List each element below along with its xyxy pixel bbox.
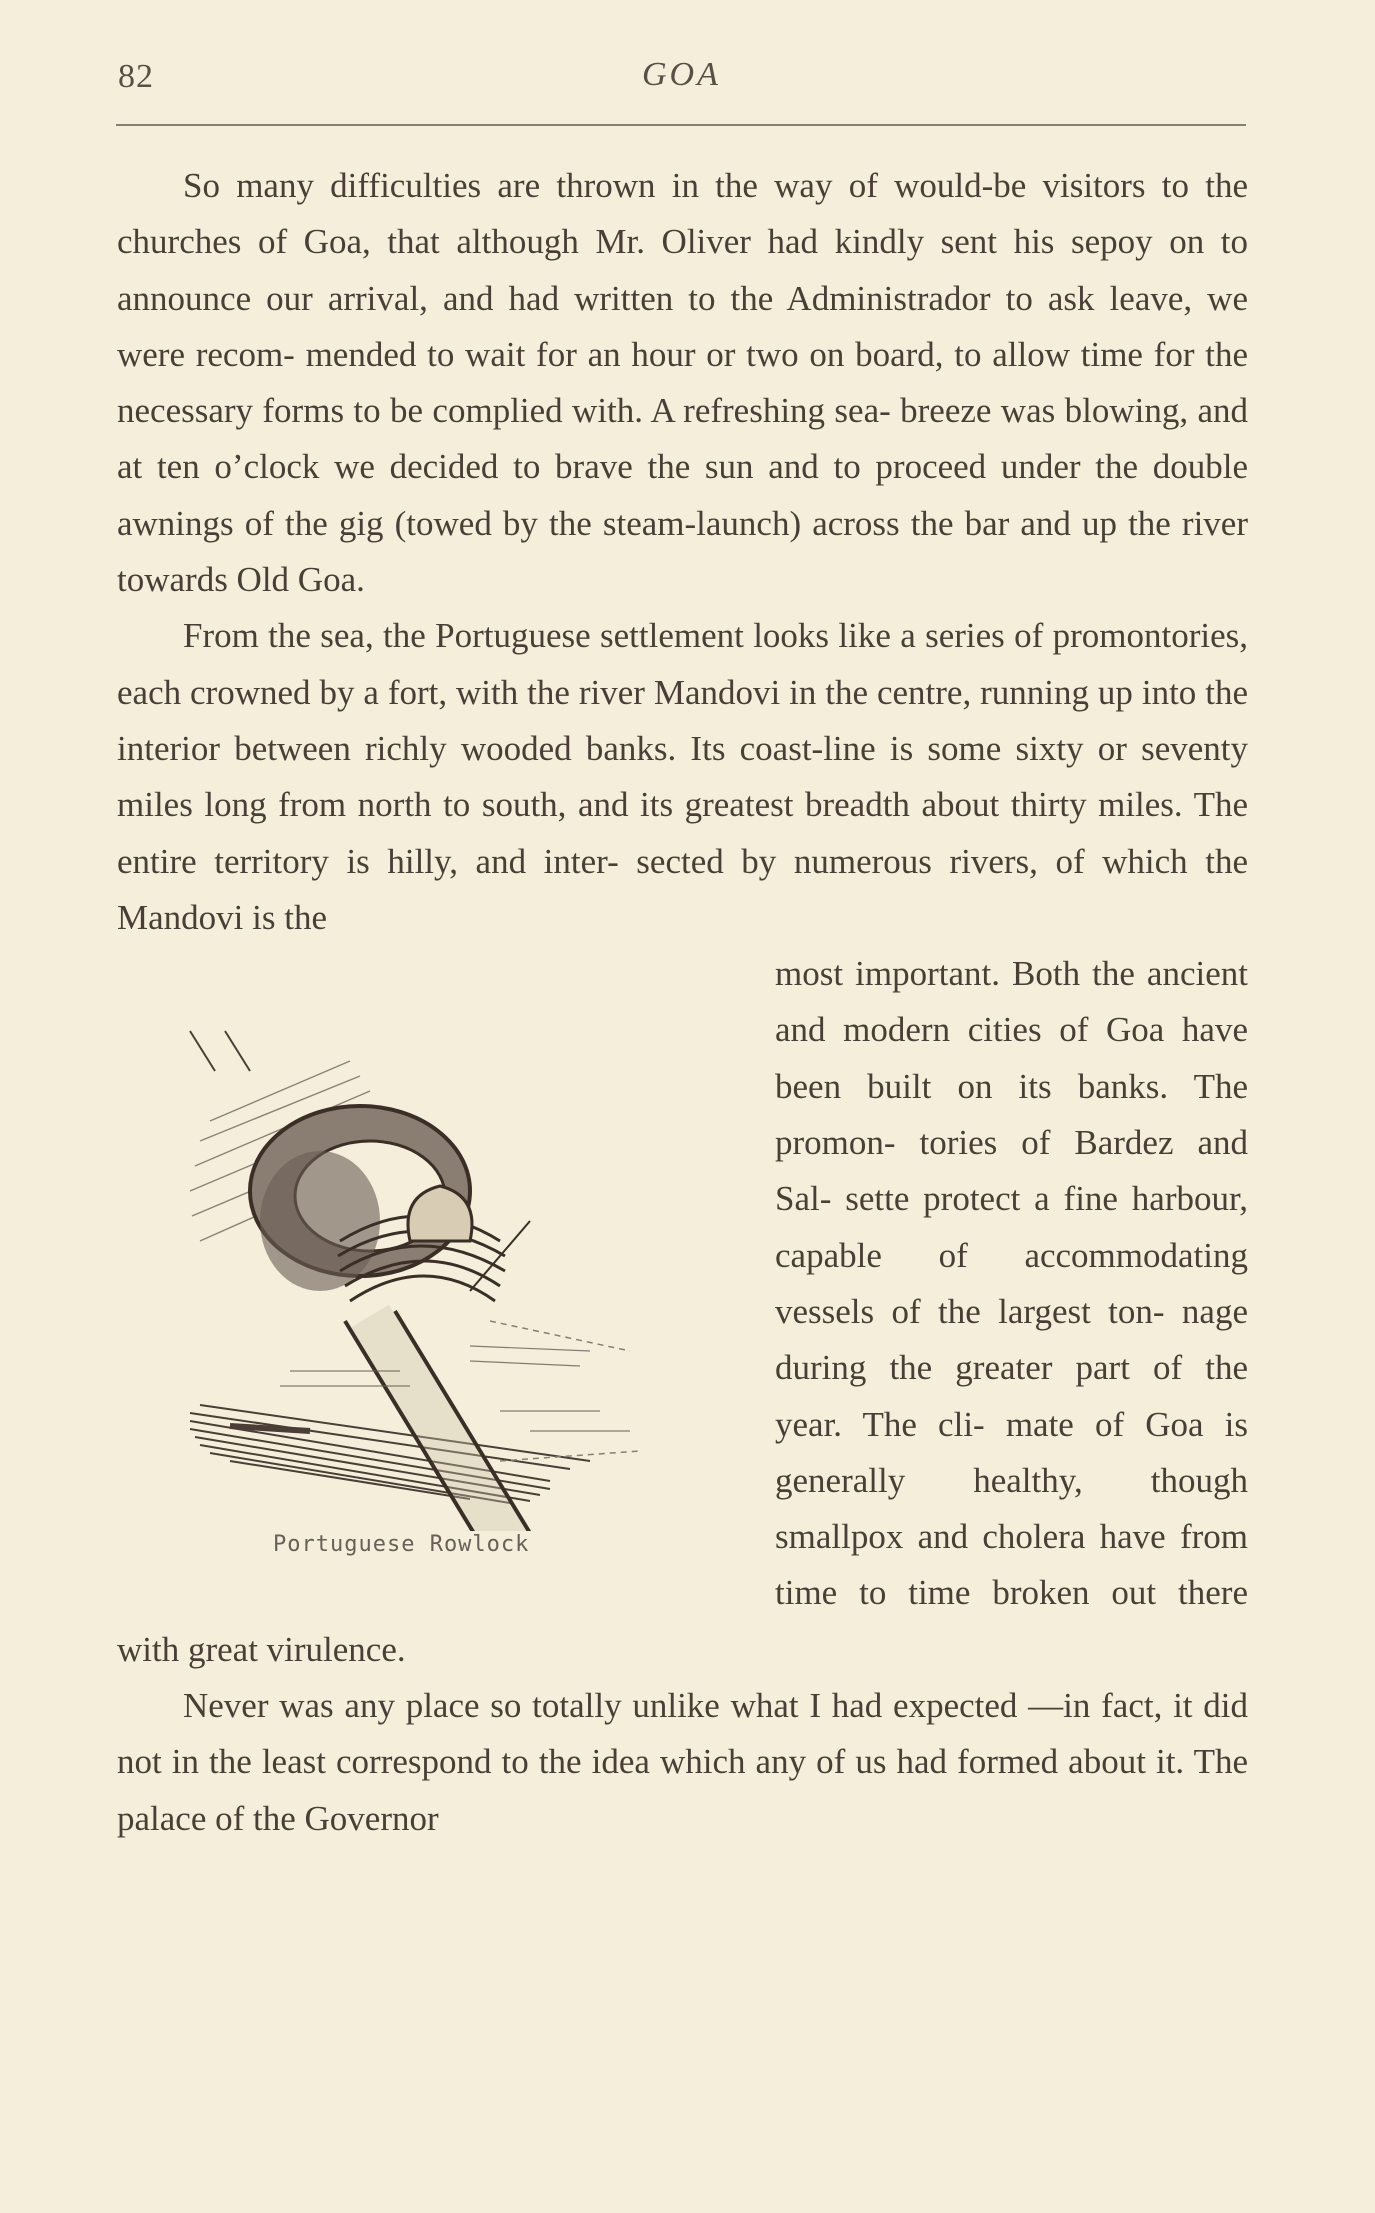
paragraph: So many difficulties are thrown in the way of would-be visitors to the churches of Goa, that although Mr. Oliver had kindly sent his sepoy on to announce our arrival, and had written to the Administrador to ask leave, we were recom- mended to wait for an hour or two on board, to allow time for the necessary forms to be complied with. A refreshing sea- breeze was blowing, and at ten o’clock we decided to brave the sun and to proceed under the double awnings of the gig (towed by the steam-launch) across the bar and up the river towards Old Goa.: [117, 166, 1248, 600]
page-number: 82: [118, 58, 154, 95]
paragraph: From the sea, the Portuguese settlement looks like a series of promontories, each crowned by a fort, with the river Mandovi in the centre, running up into the interior between richly wooded banks. Its coast-line is some sixty or seventy miles long from north to south, and its greatest breadth about thirty miles. The entire territory is hilly, and inter- sected by numerous rivers, of which the Mandovi is the: [117, 616, 1248, 937]
header-rule: [116, 124, 1246, 126]
paragraph-continued: most important. Both the ancient and modern cities of Goa have been built on its banks. The promon- tories of Bardez and Sal- sette protect a fine harbour, capable of accommodating vessels of the largest ton- nage during the greater part of the year. The cli- mate of Goa is generally healthy, though smallpox and cholera have from time to time broken out there with great virulence.: [117, 954, 1248, 1669]
running-title: GOA: [642, 56, 721, 93]
body-text: [117, 158, 1248, 1847]
figure-rowlock: [115, 946, 735, 1604]
figure-caption: Portuguese Rowlock: [273, 1532, 530, 1558]
rowlock-engraving-icon: [170, 991, 690, 1531]
page-header: [118, 52, 1248, 102]
paragraph: Never was any place so totally unlike what I had expected —in fact, it did not in the least correspond to the idea which any of us had formed about it. The palace of the Governor: [117, 1686, 1248, 1838]
